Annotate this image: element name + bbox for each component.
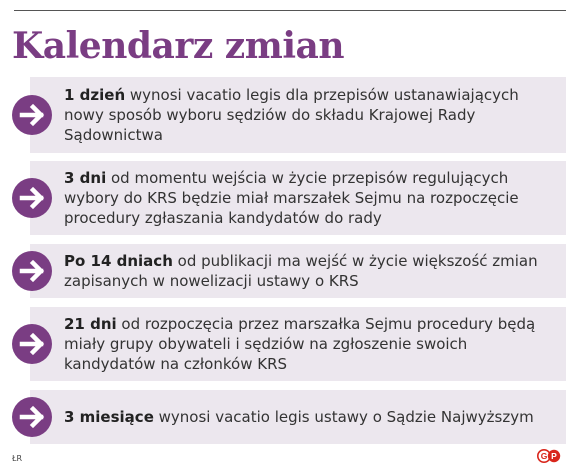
arrow-right-icon [12, 324, 52, 364]
item-desc: od momentu wejścia w życie przepisów regulujących wybory do KRS będzie miał marszałek Sejmu na rozpoczęcie procedury zgłaszania kandydatów do rady [64, 169, 519, 227]
svg-text:P: P [551, 451, 557, 462]
item-text [64, 168, 560, 228]
list-item [12, 307, 566, 381]
page-title: Kalendarz zmian [12, 25, 345, 67]
list-item [12, 244, 566, 298]
item-text [64, 251, 560, 291]
item-bold: 3 miesiące [64, 408, 154, 426]
item-desc: od rozpoczęcia przez marszałka Sejmu procedury będą miały grupy obywateli i sędziów na zgłoszenie swoich kandydatów na członków KRS [64, 315, 536, 373]
arrow-right-icon [12, 178, 52, 218]
item-desc: od publikacji ma wejść w życie większość zmian zapisanych w nowelizacji ustawy o KRS [64, 252, 538, 290]
list-item [12, 161, 566, 235]
gp-logo-icon [537, 448, 561, 467]
arrow-right-icon [12, 251, 52, 291]
arrow-right-icon [12, 397, 52, 437]
item-text [64, 314, 560, 374]
item-bold: Po 14 dniach [64, 252, 173, 270]
arrow-right-icon [12, 95, 52, 135]
item-bold: 21 dni [64, 315, 117, 333]
item-bold: 3 dni [64, 169, 107, 187]
item-text [64, 85, 560, 145]
author-credit: ŁR [12, 454, 23, 463]
item-desc: wynosi vacatio legis ustawy o Sądzie Najwyższym [153, 408, 534, 426]
top-rule [14, 10, 566, 11]
item-text [64, 407, 560, 427]
item-desc: wynosi vacatio legis dla przepisów ustanawiających nowy sposób wyboru sędziów do składu Krajowej Rady Sądownictwa [64, 86, 519, 144]
svg-text:G: G [540, 451, 548, 462]
list-item [12, 77, 566, 153]
list-item [12, 390, 566, 444]
item-bold: 1 dzień [64, 86, 126, 104]
